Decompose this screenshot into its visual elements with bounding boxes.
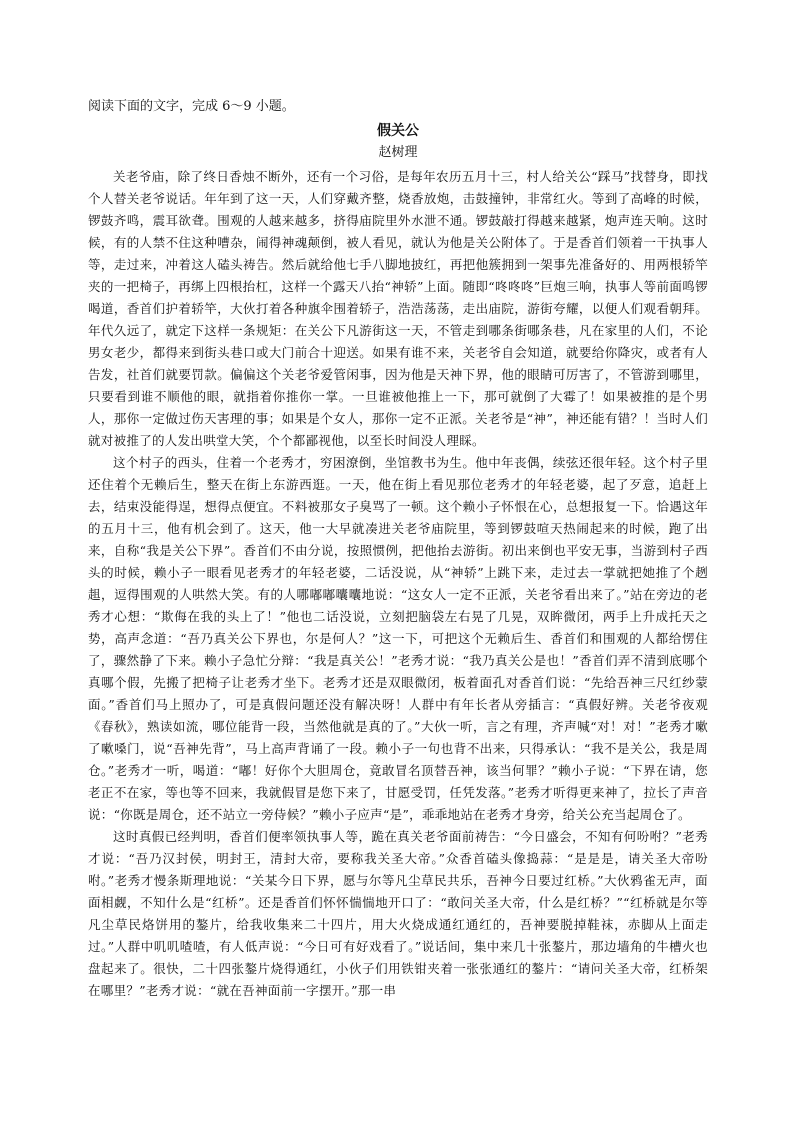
question-instruction: 阅读下面的文字，完成 6～9 小题。 [88, 99, 295, 114]
article-title: 假关公 [377, 123, 419, 139]
paragraph-3: 这时真假已经判明，香首们便率领执事人等，跪在真关老爷面前祷告：“今日盛会，不知有何吩咐？”老秀才说：“吾乃汉封侯，明封王，清封大帝，要称我关圣大帝。”众香首磕头像捣蒜：“是是是，请关圣大帝吩咐。”老秀才慢条斯理地说：“关某今日下界，愿与尔等凡尘草民共乐，吾神今日要过红桥。”大伙鸦雀无声，面面相觑，不知什么是“红桥”。还是香首们怀怀惴惴地开口了：“敢问关圣大帝，什么是红桥？”“红桥就是尔等凡尘草民烙饼用的鏊片，给我收集来二十四片，用大火烧成通红通红的，吾神要脱掉鞋袜，赤脚从上面走过。”人群中叽叽喳喳，有人低声说：“今日可有好戏看了。”说话间，集中来几十张鏊片，那边墙角的牛槽火也盘起来了。很快，二十四张鏊片烧得通红，小伙子们用铁钳夹着一张张通红的鏊片：“请问关圣大帝，红桥架在哪里？”老秀才说：“就在吾神面前一字摆开。”那一串 [88, 829, 708, 998]
article-author: 赵树理 [378, 145, 418, 160]
paragraph-1: 关老爷庙，除了终日香烛不断外，还有一个习俗，是每年农历五月十三，村人给关公“踩马”找替身，即找个人替关老爷说话。年年到了这一天，人们穿戴齐整，烧香放炮，击鼓撞钟，非常红火。等到了高峰的时候，锣鼓齐鸣，震耳欲聋。围观的人越来越多，挤得庙院里外水泄不通。锣鼓敲打得越来越紧，炮声连天响。这时候，有的人禁不住这种嘈杂，闹得神魂颠倒，被人看见，就认为他是关公附体了。于是香首们领着一干执事人等，走过来，冲着这人磕头祷告。然后就给他七手八脚地披红，再把他簇拥到一架事先准备好的、用两根轿竿夹的一把椅子，再绑上四根抬杠，这样一个露天八抬“神轿”上面。随即“咚咚咚”巨炮三响，执事人等前面鸣锣喝道，香首们护着轿竿，大伙打着各种旗伞围着轿子，浩浩荡荡，走出庙院，游街夸耀，以便人们观看朝拜。年代久远了，就定下这样一条规矩：在关公下凡游街这一天，不管走到哪条街哪条巷，凡在家里的人们，不论男女老少，都得来到街头巷口或大门前合十迎送。如果有谁不来，关老爷自会知道，就要给你降灾，或者有人告发，社首们就要罚款。偏偏这个关老爷爱管闲事，因为他是天神下界，他的眼睛可厉害了，不管游到哪里，只要看到谁不顺他的眼，就指着你推你一掌。一旦谁被他推上一下，那可就倒了大霉了！如果被推的是个男人，那你一定做过伤天害理的事；如果是个女人，那你一定不正派。关老爷是“神”，神还能有错？！当时人们就对被推了的人发出哄堂大笑，个个都鄙视他，以至长时间没人理睬。 [88, 169, 708, 448]
paragraph-2: 这个村子的西头，住着一个老秀才，穷困潦倒，坐馆教书为生。他中年丧偶，续弦还很年轻。这个村子里还住着个无赖后生，整天在街上东游西逛。一天，他在街上看见那位老秀才的年轻老婆，起了歹意，追赶上去，结束没能得逞，想得点便宜。不料被那女子臭骂了一顿。这个赖小子怀恨在心，总想报复一下。恰遇这年的五月十三，他有机会到了。这天，他一大早就凑进关老爷庙院里，等到锣鼓喧天热闹起来的时候，跑了出来，自称“我是关公下界”。香首们不由分说，按照惯例，把他抬去游街。初出来倒也平安无事，当游到村子西头的时候，赖小子一眼看见老秀才的年轻老婆，二话没说，从“神轿”上跳下来，走过去一掌就把她推了个趔趄，逗得围观的人哄然大笑。有的人哪嘟嘟囔囔地说：“这女人一定不正派，关老爷看出来了。”站在旁边的老秀才心想：“欺侮在我的头上了！”他也二话没说，立刻把脑袋左右晃了几晃，双眸微闭，两手上升成托天之势，高声念道：“吾乃真关公下界也，尔是何人？”这一下，可把这个无赖后生、香首们和围观的人都给愣住了，骤然静了下来。赖小子急忙分辩：“我是真关公！”老秀才说：“我乃真关公是也！”香首们弄不清到底哪个真哪个假，先搬了把椅子让老秀才坐下。老秀才还是双眼微闭，板着面孔对香首们说：“先给吾神三尺红纱蒙面。”香首们马上照办了，可是真假问题还没有解决呀！人群中有年长者从旁插言：“真假好辨。关老爷夜观《春秋》，熟读如流，哪位能背一段，当然他就是真的了。”大伙一听，言之有理，齐声喊“对！对！”老秀才嗽了嗽嗓门，说“吾神先背”，马上高声背诵了一段。赖小子一句也背不出来，只得承认：“我不是关公，我是周仓。”老秀才一听，喝道：“嘟！好你个大胆周仓，竟敢冒名顶替吾神，该当何罪？”赖小子说：“下界在请，您老正不在家，等也等不回来，我就假冒是您下来了，甘愿受罚，任凭发落。”老秀才听得更来神了，拉长了声音说：“你既是周仓，还不站立一旁侍候？”赖小子应声“是”，乖乖地站在老秀才身旁，给关公充当起周仓了。 [88, 455, 708, 822]
reading-passage [88, 96, 708, 1002]
